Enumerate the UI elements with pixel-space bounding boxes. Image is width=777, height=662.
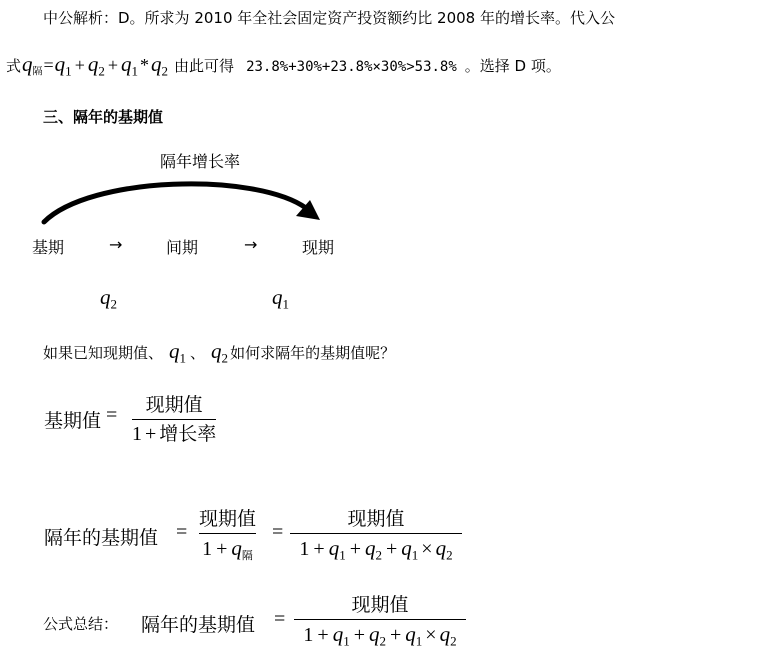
line2-prefix: 式	[6, 57, 22, 75]
node-base-period: 基期	[32, 238, 65, 257]
node-mid-period: 间期	[166, 238, 199, 257]
formula2-eq2: =	[272, 521, 284, 543]
formula2-fraction1: 现期值 1 + $q_隔$	[199, 508, 257, 562]
formula2-fraction2: 现期值 1 + $q_1$ + $q_2$ + $q_1$ × $q_2$	[290, 510, 462, 562]
q2-label: $q_2$	[100, 285, 118, 312]
summary-label: 公式总结：	[43, 615, 119, 633]
calc-expression: 23.8%+30%+23.8%×30%>53.8%	[246, 59, 457, 75]
formula2-eq1: =	[176, 521, 188, 543]
formula1-lhs: 基期值	[44, 410, 102, 432]
summary-eq: =	[274, 608, 286, 630]
section-title: 三、隔年的基期值	[43, 108, 164, 126]
summary-lhs: 隔年的基期值	[141, 614, 256, 636]
formula1-eq: =	[106, 404, 118, 426]
arrow-right-icon: →	[109, 235, 123, 254]
question-line: 如果已知现期值、 $q_1$ 、 $q_2$ 如何求隔年的基期值呢？	[43, 339, 396, 366]
arrow-right-icon: →	[244, 235, 258, 254]
q-sep-formula: $q_隔$	[22, 52, 43, 78]
answer-explanation-line1: 中公解析：D。所求为 2010 年全社会固定资产投资额约比 2008 年的增长率。代入公	[43, 9, 615, 27]
answer-explanation-line2: 式 $q_隔$ = $q_1$ + $q_2$ + $q_1$ * $q_2$ 由此可得 23.8%+30%+23.8%×30%>53.8% 。选择 D 项。	[6, 52, 561, 79]
node-current-period: 现期	[302, 238, 335, 257]
q1-label: $q_1$	[272, 285, 290, 312]
formula2-lhs: 隔年的基期值	[44, 527, 159, 549]
arc-label: 隔年增长率	[160, 152, 241, 171]
formula1-fraction: 现期值 1 + 增长率	[132, 394, 217, 445]
summary-fraction: 现期值 1 + $q_1$ + $q_2$ + $q_1$ × $q_2$	[294, 596, 466, 648]
